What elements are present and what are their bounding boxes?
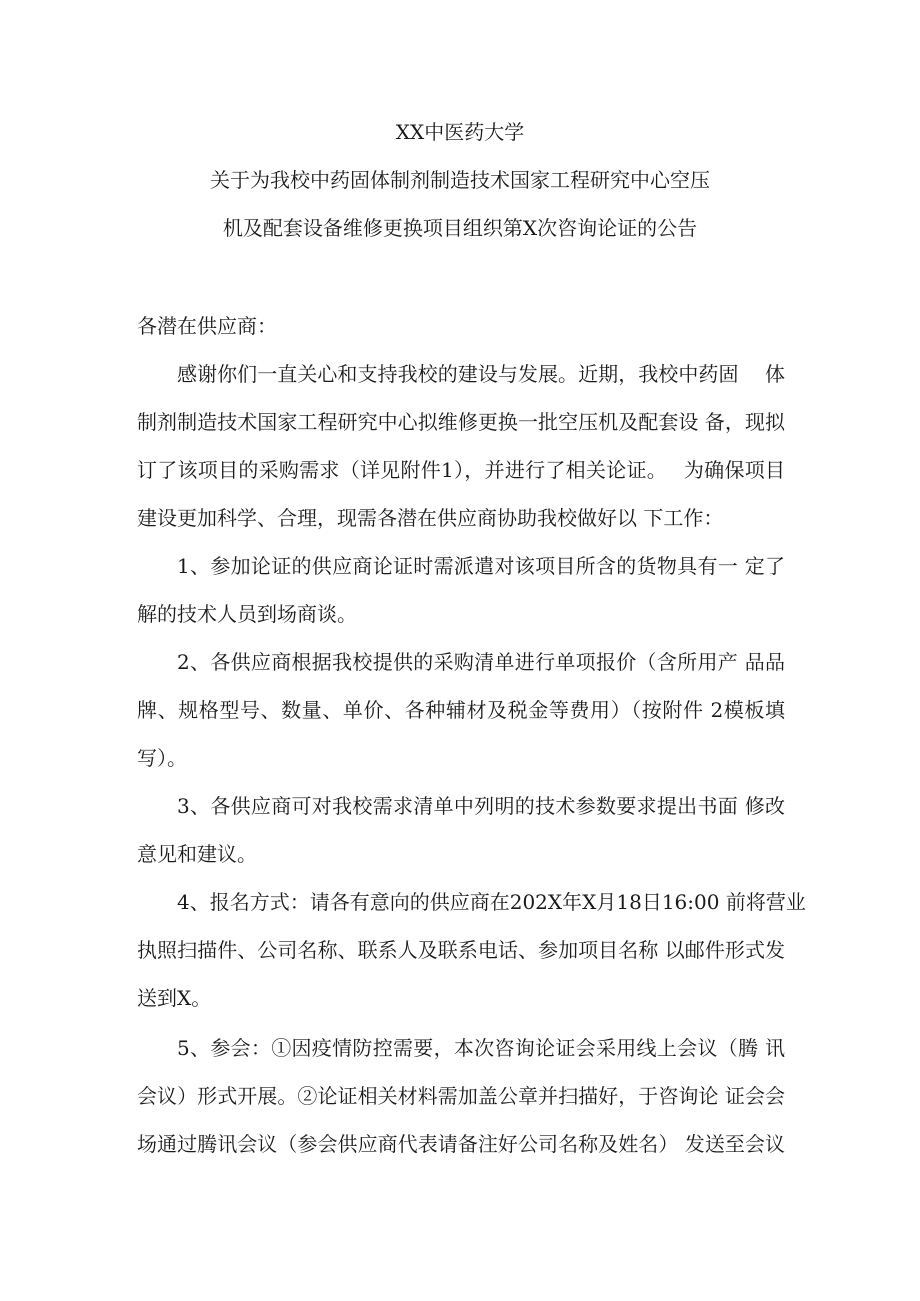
item-4-line: 执照扫描件、公司名称、联系人及联系电话、参加项目名称 以邮件形式发 [137,938,785,962]
item-5-line: 会议）形式开展。②论证相关材料需加盖公章并扫描好，于咨询论 证会会 [137,1084,785,1108]
item-1-line: 解的技术人员到场商谈。 [137,602,357,626]
item-2-line: 写）。 [137,746,187,770]
item-2-line: 2、各供应商根据我校提供的采购清单进行单项报价（含所用产 品品 [177,650,785,674]
announcement-title-line-1: 关于为我校中药固体制剂制造技术国家工程研究中心空压 [210,168,710,192]
item-5-line: 场通过腾讯会议（参会供应商代表请备注好公司名称及姓名） 发送至会议 [137,1132,785,1156]
paragraph-intro-line: 订了该项目的采购需求（详见附件1），并进行了相关论证。 为确保项目 [137,458,785,482]
item-2-line: 牌、规格型号、数量、单价、各种辅材及税金等费用）（按附件 2模板填 [137,698,785,722]
salutation: 各潜在供应商： [137,314,277,338]
item-1-line: 1、参加论证的供应商论证时需派遣对该项目所含的货物具有一 定了 [177,554,785,578]
announcement-title-line-2: 机及配套设备维修更换项目组织第X次咨询论证的公告 [222,216,698,240]
paragraph-intro-line: 建设更加科学、合理，现需各潜在供应商协助我校做好以 下工作： [137,506,724,530]
item-3-line: 3、各供应商可对我校需求清单中列明的技术参数要求提出书面 修改 [177,794,785,818]
item-3-line: 意见和建议。 [137,842,257,866]
item-4-line: 送到X。 [137,986,212,1010]
paragraph-intro-line: 感谢你们一直关心和支持我校的建设与发展。近期，我校中药固 体 [177,362,785,386]
item-5-line: 5、参会：①因疫情防控需要，本次咨询论证会采用线上会议（腾 讯 [177,1036,785,1060]
item-4-line: 4、报名方式：请各有意向的供应商在202X年X月18日16:00 前将营业 [177,890,806,914]
university-name: XX中医药大学 [395,120,525,144]
paragraph-intro-line: 制剂制造技术国家工程研究中心拟维修更换一批空压机及配套设 备，现拟 [137,410,785,434]
